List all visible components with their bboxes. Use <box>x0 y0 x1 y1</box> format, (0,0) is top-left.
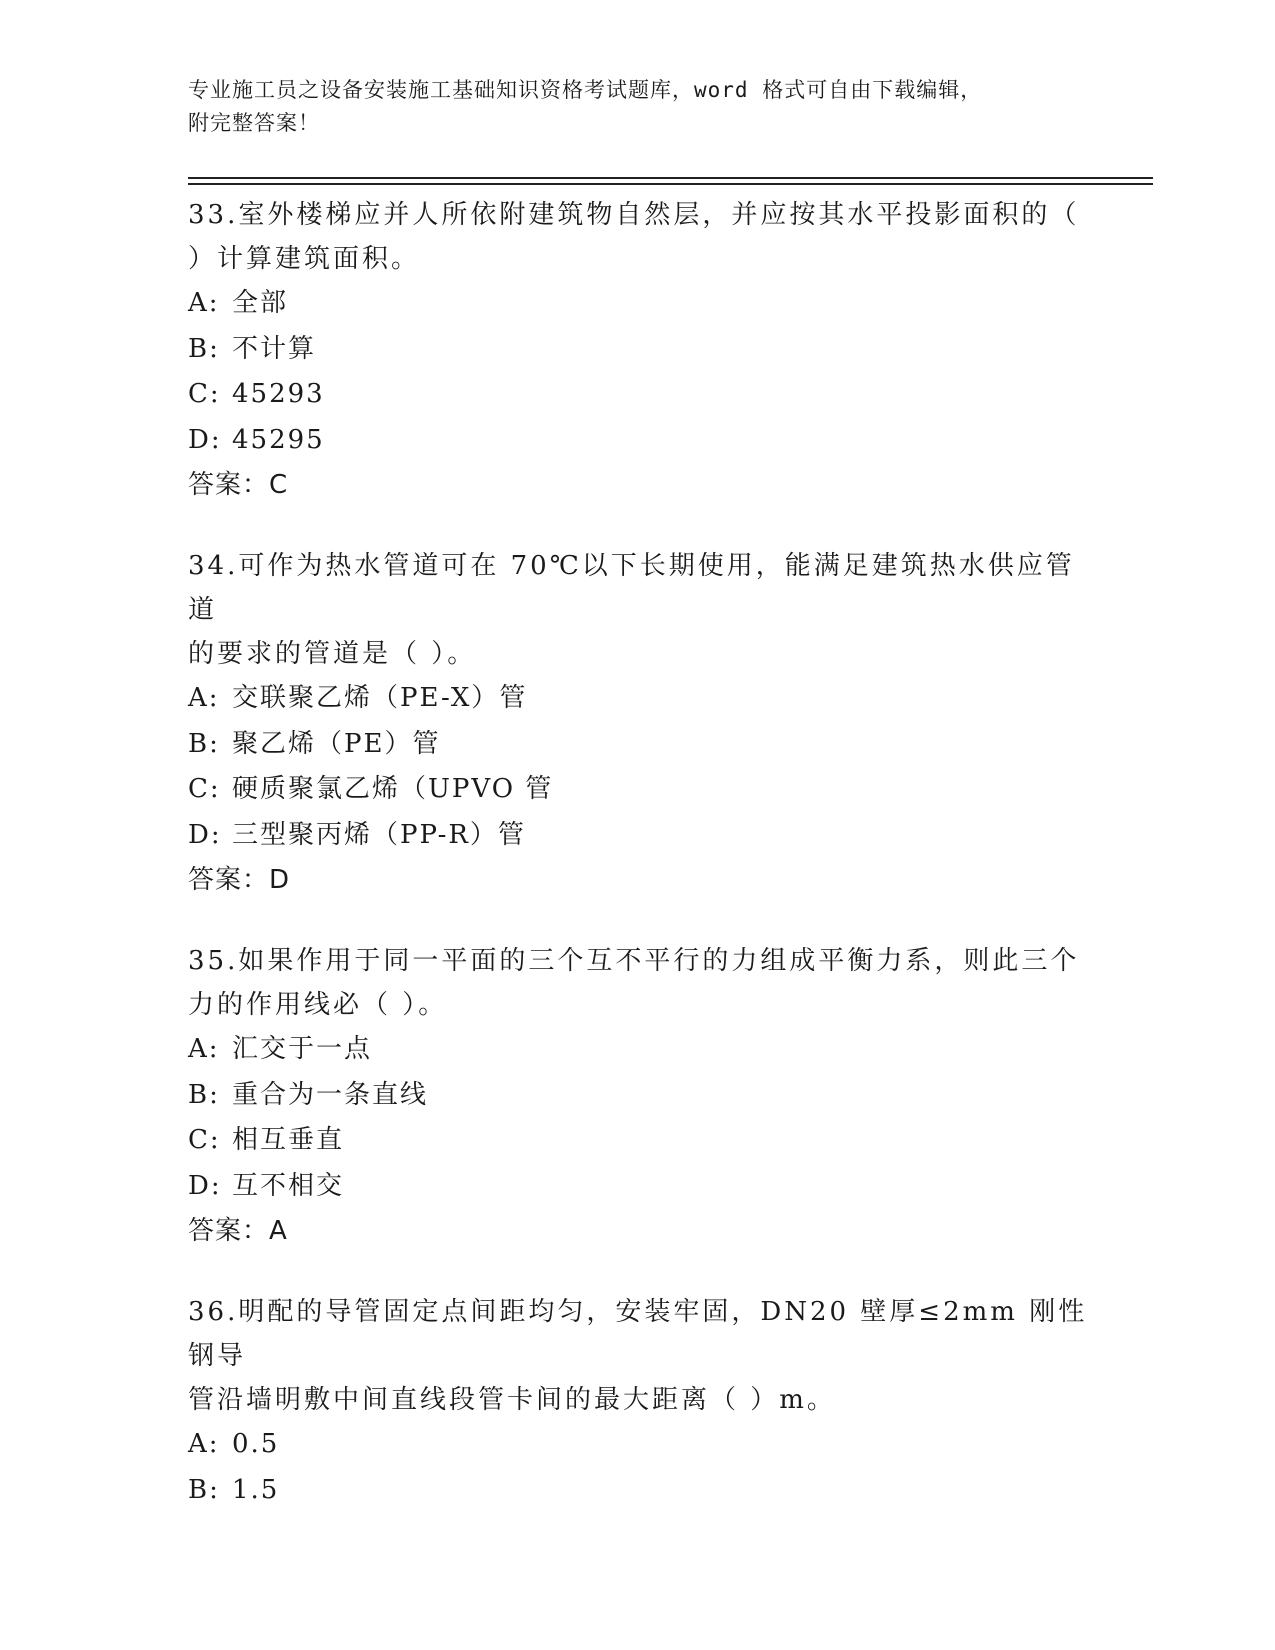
option-label: B: <box>188 333 220 364</box>
option-text: 三型聚丙烯（PP-R）管 <box>232 819 526 850</box>
option-b <box>188 327 1088 373</box>
option-text: 硬质聚氯乙烯（UPVO 管 <box>232 774 554 804</box>
option-text: 汇交于一点 <box>232 1034 373 1064</box>
option-label: B: <box>188 728 220 759</box>
option-label: C: <box>188 1125 221 1155</box>
question-stem-line: 力的作用线必（ ）。 <box>188 990 448 1020</box>
question-stem-line: 33.室外楼梯应并人所依附建筑物自然层，并应按其水平投影面积的（ <box>188 200 1080 230</box>
option-text: 不计算 <box>232 333 317 364</box>
option-label: B: <box>188 1079 220 1110</box>
answer-text: 答案：C <box>188 470 289 500</box>
question-list <box>188 193 1088 1549</box>
option-d <box>188 1164 1088 1210</box>
option-text: 互不相交 <box>232 1170 345 1201</box>
question-stem-line: 35.如果作用于同一平面的三个互不平行的力组成平衡力系，则此三个 <box>188 946 1080 976</box>
option-a <box>188 1027 1088 1073</box>
option-text: 45293 <box>232 379 325 409</box>
option-a <box>188 1422 1088 1468</box>
option-b <box>188 722 1088 768</box>
question-stem <box>188 1290 1088 1422</box>
question-stem-line: 34.可作为热水管道可在 70℃以下长期使用，能满足建筑热水供应管道 <box>188 551 1075 625</box>
option-text: 全部 <box>232 288 289 318</box>
answer-text: 答案：D <box>188 865 291 895</box>
question-36 <box>188 1290 1088 1513</box>
option-label: A: <box>188 288 220 318</box>
option-text: 1.5 <box>232 1474 280 1505</box>
header-line-2: 附完整答案！ <box>188 111 320 135</box>
option-b <box>188 1073 1088 1119</box>
option-label: D: <box>188 424 222 455</box>
option-d <box>188 813 1088 859</box>
option-text: 重合为一条直线 <box>232 1079 429 1110</box>
option-label: D: <box>188 819 222 850</box>
option-label: D: <box>188 1170 222 1201</box>
option-a <box>188 281 1088 327</box>
option-text: 45295 <box>232 424 325 455</box>
header-line-1: 专业施工员之设备安装施工基础知识资格考试题库，word 格式可自由下载编辑， <box>188 78 983 102</box>
option-label: A: <box>188 1034 220 1064</box>
option-b <box>188 1468 1088 1514</box>
question-stem <box>188 939 1088 1027</box>
option-label: A: <box>188 683 220 713</box>
question-stem <box>188 544 1088 676</box>
option-d <box>188 418 1088 464</box>
option-label: C: <box>188 774 221 804</box>
question-stem-line: 36.明配的导管固定点间距均匀，安装牢固，DN20 壁厚≤2mm 刚性钢导 <box>188 1297 1088 1371</box>
question-stem-line: 的要求的管道是（ ）。 <box>188 639 477 669</box>
question-35 <box>188 939 1088 1254</box>
question-33 <box>188 193 1088 508</box>
question-stem <box>188 193 1088 281</box>
question-stem-line: ）计算建筑面积。 <box>188 244 421 274</box>
option-text: 交联聚乙烯（PE-X）管 <box>232 683 528 713</box>
question-stem-line: 管沿墙明敷中间直线段管卡间的最大距离（ ）m。 <box>188 1385 836 1415</box>
option-c <box>188 372 1088 418</box>
header-divider-bottom <box>188 183 1153 185</box>
option-text: 聚乙烯（PE）管 <box>232 728 441 759</box>
option-label: C: <box>188 379 221 409</box>
option-text: 0.5 <box>232 1429 280 1459</box>
option-c <box>188 1118 1088 1164</box>
option-label: A: <box>188 1429 220 1459</box>
option-a <box>188 676 1088 722</box>
option-label: B: <box>188 1474 220 1505</box>
header-divider-top <box>188 177 1153 179</box>
option-c <box>188 767 1088 813</box>
option-text: 相互垂直 <box>232 1125 345 1155</box>
document-header <box>188 74 1088 140</box>
question-34 <box>188 544 1088 903</box>
answer-text: 答案：A <box>188 1216 288 1246</box>
